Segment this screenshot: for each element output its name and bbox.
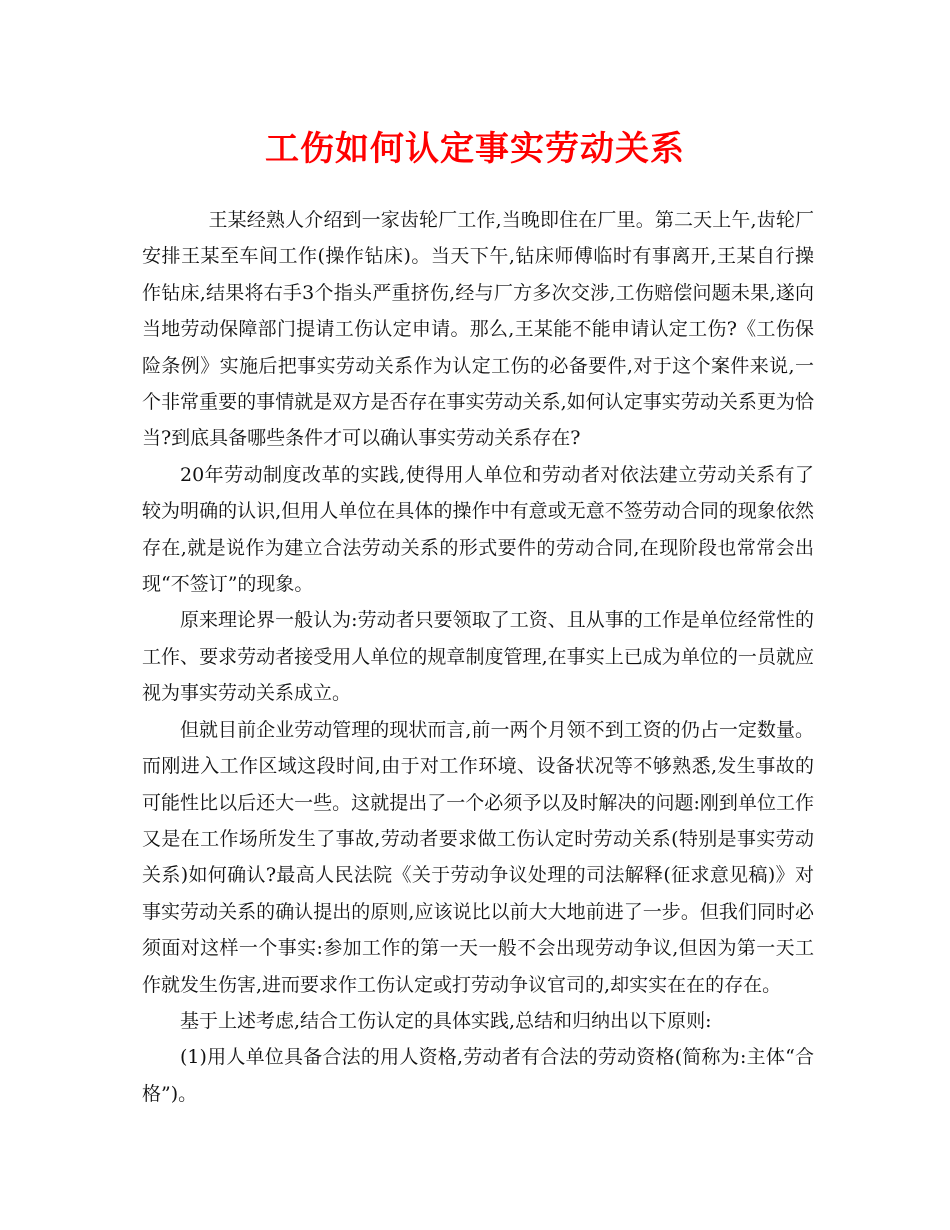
paragraph-3: 原来理论界一般认为:劳动者只要领取了工资、且从事的工作是单位经常性的工作、要求劳动者接受用人单位的规章制度管理,在事实上已成为单位的一员就应视为事实劳动关系成立。 <box>142 609 814 705</box>
document-body <box>142 202 814 1112</box>
paragraph-6: (1)用人单位具备合法的用人资格,劳动者有合法的劳动资格(简称为:主体“合格”)。 <box>142 1046 814 1105</box>
paragraph-4: 但就目前企业劳动管理的现状而言,前一两个月领不到工资的仍占一定数量。而刚进入工作区域这段时间,由于对工作环境、设备状况等不够熟悉,发生事故的可能性比以后还大一些。这就提出了一个必须予以及时解决的问题:刚到单位工作又是在工作场所发生了事故,劳动者要求做工伤认定时劳动关系(特别是事实劳动关系)如何确认?最高人民法院《关于劳动争议处理的司法解释(征求意见稿)》对事实劳动关系的确认提出的原则,应该说比以前大大地前进了一步。但我们同时必须面对这样一个事实:参加工作的第一天一般不会出现劳动争议,但因为第一天工作就发生伤害,进而要求作工伤认定或打劳动争议官司的,却实实在在的存在。 <box>142 718 814 996</box>
paragraph-2: 20年劳动制度改革的实践,使得用人单位和劳动者对依法建立劳动关系有了较为明确的认识,但用人单位在具体的操作中有意或无意不签劳动合同的现象依然存在,就是说作为建立合法劳动关系的形式要件的劳动合同,在现阶段也常常会出现“不签订”的现象。 <box>142 463 814 596</box>
paragraph-1: 王某经熟人介绍到一家齿轮厂工作,当晚即住在厂里。第二天上午,齿轮厂安排王某至车间工作(操作钻床)。当天下午,钻床师傅临时有事离开,王某自行操作钻床,结果将右手3个指头严重挤伤,经与厂方多次交涉,工伤赔偿问题未果,遂向当地劳动保障部门提请工伤认定申请。那么,王某能不能申请认定工伤?《工伤保险条例》实施后把事实劳动关系作为认定工伤的必备要件,对于这个案件来说,一个非常重要的事情就是双方是否存在事实劳动关系,如何认定事实劳动关系更为恰当?到底具备哪些条件才可以确认事实劳动关系存在? <box>142 209 814 450</box>
document-title: 工伤如何认定事实劳动关系 <box>265 129 685 169</box>
paragraph-5: 基于上述考虑,结合工伤认定的具体实践,总结和归纳出以下原则: <box>180 1009 712 1032</box>
